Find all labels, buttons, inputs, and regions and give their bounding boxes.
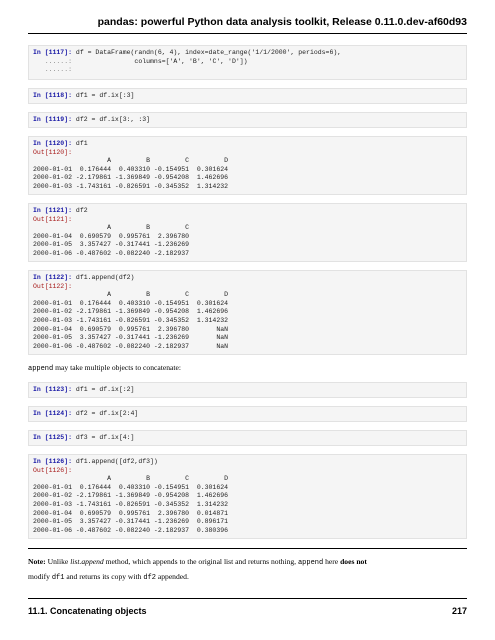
- code-text: df3 = df.ix[4:]: [72, 434, 135, 441]
- input-prompt: In [1123]:: [33, 386, 73, 393]
- code-text: 2000-01-03 -1.743161 -0.826591 -0.345352 1.314232: [33, 500, 229, 508]
- code-text: df1 = df.ix[:2]: [72, 386, 135, 393]
- code-line: [33, 434, 462, 443]
- input-prompt: In [1126]:: [33, 458, 73, 465]
- code-block-1125: [28, 430, 467, 446]
- code-line: [33, 326, 462, 335]
- code-text: A B C D: [33, 475, 229, 483]
- code-line: [33, 157, 462, 166]
- code-line: [33, 207, 462, 216]
- code-line: [33, 300, 462, 309]
- code-line: [33, 484, 462, 493]
- append-text: may take multiple objects to concatenate:: [53, 363, 181, 372]
- note-code-df2: df2: [143, 574, 156, 582]
- code-line: [33, 250, 462, 259]
- continuation-prompt: ......:: [33, 66, 73, 74]
- code-text: 2000-01-05 3.357427 -0.317441 -1.236269: [33, 241, 190, 249]
- code-text: 2000-01-06 -0.487602 -0.082240 -2.182937 NaN: [33, 342, 229, 350]
- note-does-not: does not: [340, 557, 367, 566]
- code-text: df1.append(df2): [72, 274, 135, 281]
- footer-page-number: 217: [451, 606, 467, 616]
- code-text: 2000-01-02 -2.179861 -1.369849 -0.954208 1.462696: [33, 174, 229, 182]
- header-rule: [28, 33, 467, 34]
- code-text: 2000-01-01 0.176444 0.403310 -0.154951 0.301624: [33, 299, 229, 307]
- code-line: [33, 343, 462, 352]
- code-line: [33, 49, 462, 58]
- code-text: A B C D: [33, 291, 229, 299]
- code-line: [33, 66, 462, 75]
- note-text-2: method, which appends to the original list and returns nothing,: [103, 557, 298, 566]
- code-text: df1.append([df2,df3]): [72, 458, 158, 465]
- input-prompt: In [1124]:: [33, 410, 73, 417]
- code-line: [33, 140, 462, 149]
- note-code-append: append: [297, 559, 324, 567]
- input-prompt: In [1117]:: [33, 49, 73, 56]
- code-line: [33, 317, 462, 326]
- code-line: [33, 518, 462, 527]
- output-prompt: Out[1120]:: [33, 148, 73, 156]
- code-block-1121: [28, 203, 467, 262]
- code-line: [33, 334, 462, 343]
- code-text: A B C: [33, 224, 190, 232]
- note-label: Note:: [28, 557, 46, 566]
- code-text: df1 = df.ix[:3]: [72, 92, 135, 99]
- code-line: [33, 510, 462, 519]
- append-code: append: [28, 365, 54, 373]
- note-paragraph: [28, 555, 467, 585]
- code-text: 2000-01-01 0.176444 0.403310 -0.154951 0.301624: [33, 165, 229, 173]
- code-line: [33, 291, 462, 300]
- code-text: df2 = df.ix[2:4]: [72, 410, 139, 417]
- input-prompt: In [1120]:: [33, 140, 73, 147]
- code-text: df = DataFrame(randn(6, 4), index=date_range('1/1/2000', periods=6),: [72, 49, 342, 56]
- input-prompt: In [1122]:: [33, 274, 73, 281]
- code-text: A B C D: [33, 157, 229, 165]
- code-text: 2000-01-03 -1.743161 -0.826591 -0.345352 1.314232: [33, 182, 229, 190]
- code-line: [33, 308, 462, 317]
- note-top-rule: [28, 548, 467, 549]
- output-prompt: Out[1126]:: [33, 466, 73, 474]
- code-text: 2000-01-06 -0.487602 -0.082240 -2.182937 0.380396: [33, 526, 229, 534]
- input-prompt: In [1119]:: [33, 116, 73, 123]
- code-block-1123: [28, 382, 467, 398]
- code-line: [33, 116, 462, 125]
- note-text-5: and returns its copy with: [64, 572, 144, 581]
- input-prompt: In [1118]:: [33, 92, 73, 99]
- output-prompt: Out[1121]:: [33, 215, 73, 223]
- code-line: [33, 92, 462, 101]
- code-text: df2 = df.ix[3:, :3]: [72, 116, 151, 123]
- code-line: [33, 467, 462, 476]
- footer-rule: [28, 598, 467, 599]
- code-line: [33, 233, 462, 242]
- page-header: [28, 16, 467, 38]
- code-line: [33, 527, 462, 536]
- append-paragraph: [28, 362, 467, 375]
- note-text-6: appended.: [155, 572, 189, 581]
- code-text: df1: [72, 140, 88, 147]
- code-text: 2000-01-06 -0.487602 -0.082240 -2.182937: [33, 249, 190, 257]
- code-line: [33, 183, 462, 192]
- code-line: [33, 458, 462, 467]
- code-line: [33, 492, 462, 501]
- code-text: 2000-01-04 0.690579 0.995761 2.396780 NaN: [33, 325, 229, 333]
- code-line: [33, 475, 462, 484]
- header-title: pandas: powerful Python data analysis toolkit, Release 0.11.0.dev-af60d93: [97, 16, 467, 28]
- code-block-1126: [28, 454, 467, 539]
- code-line: [33, 386, 462, 395]
- code-text: 2000-01-05 3.357427 -0.317441 -1.236269 0.896171: [33, 518, 229, 526]
- code-block-1119: [28, 112, 467, 128]
- code-block-1120: [28, 136, 467, 195]
- code-line: [33, 58, 462, 67]
- code-line: [33, 241, 462, 250]
- note-text-3: here: [323, 557, 341, 566]
- note-list-append: list.append: [70, 557, 104, 566]
- code-text: 2000-01-04 0.690579 0.995761 2.396780 0.014871: [33, 509, 229, 517]
- footer-section: 11.1. Concatenating objects: [28, 606, 147, 616]
- code-line: [33, 149, 462, 158]
- code-text: 2000-01-02 -2.179861 -1.369849 -0.954208 1.462696: [33, 308, 229, 316]
- code-text: 2000-01-04 0.690579 0.995761 2.396780: [33, 232, 190, 240]
- note-code-df1: df1: [51, 574, 65, 582]
- code-text: columns=['A', 'B', 'C', 'D']): [72, 57, 248, 65]
- input-prompt: In [1121]:: [33, 207, 73, 214]
- code-line: [33, 501, 462, 510]
- code-block-1122: [28, 270, 467, 355]
- code-line: [33, 216, 462, 225]
- code-line: [33, 410, 462, 419]
- code-text: 2000-01-05 3.357427 -0.317441 -1.236269 NaN: [33, 334, 229, 342]
- code-line: [33, 224, 462, 233]
- continuation-prompt: ......:: [33, 57, 73, 65]
- code-block-1124: [28, 406, 467, 422]
- code-line: [33, 274, 462, 283]
- code-text: df2: [72, 207, 88, 214]
- code-line: [33, 166, 462, 175]
- input-prompt: In [1125]:: [33, 434, 73, 441]
- code-text: 2000-01-02 -2.179861 -1.369849 -0.954208 1.462696: [33, 492, 229, 500]
- code-line: [33, 174, 462, 183]
- code-block-1117: [28, 45, 467, 80]
- code-text: 2000-01-03 -1.743161 -0.826591 -0.345352 1.314232: [33, 316, 229, 324]
- code-text: 2000-01-01 0.176444 0.403310 -0.154951 0.301624: [33, 483, 229, 491]
- code-line: [33, 283, 462, 292]
- output-prompt: Out[1122]:: [33, 282, 73, 290]
- code-block-1118: [28, 88, 467, 104]
- note-text-4: modify: [28, 572, 52, 581]
- note-text-1: Unlike: [45, 557, 71, 566]
